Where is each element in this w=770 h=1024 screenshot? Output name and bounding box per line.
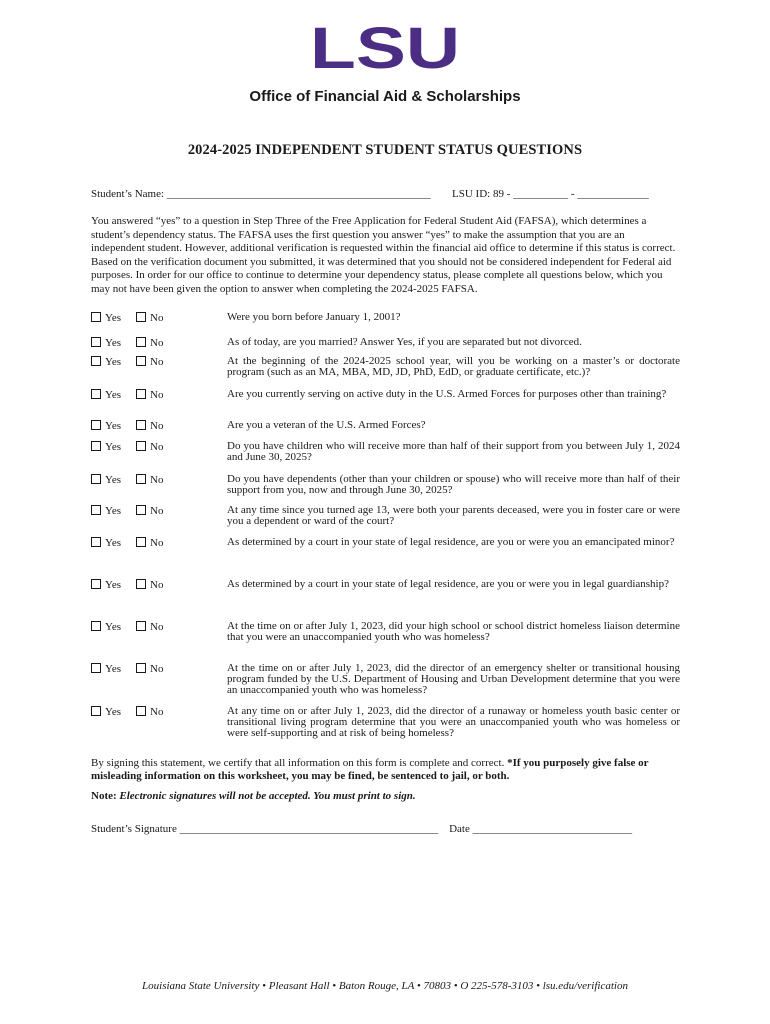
yes-option[interactable] [91,356,121,368]
no-label: No [150,621,164,633]
no-label: No [150,706,164,718]
no-option[interactable] [136,312,163,324]
yes-checkbox[interactable] [91,579,101,589]
no-option[interactable] [136,663,163,675]
yes-option[interactable] [91,663,121,675]
no-label: No [150,312,164,324]
yes-label: Yes [105,441,122,453]
yes-checkbox[interactable] [91,356,101,366]
no-label: No [150,663,164,675]
yes-label: Yes [105,337,122,349]
question-text: Do you have dependents (other than your children or spouse) who will receive more than half of their support from you, now and through June 30, 2025? [227,473,680,496]
no-checkbox[interactable] [136,420,146,430]
yes-checkbox[interactable] [91,474,101,484]
yes-label: Yes [105,420,122,432]
question-text: Were you born before January 1, 2001? [227,311,401,323]
yes-option[interactable] [91,474,121,486]
no-label: No [150,389,164,401]
yes-label: Yes [105,663,122,675]
question-text: As determined by a court in your state of legal residence, are you or were you an emancipated minor? [227,536,675,548]
no-label: No [150,420,164,432]
no-option[interactable] [136,441,163,453]
no-label: No [150,356,164,368]
yes-checkbox[interactable] [91,706,101,716]
no-option[interactable] [136,389,163,401]
yes-option[interactable] [91,441,121,453]
certification-warning: *If you purposely give false or misleading information on this worksheet, you may be fined, be sentenced to jail, or both. [91,757,649,782]
question-text: At the time on or after July 1, 2023, did the director of an emergency shelter or transitional housing program funded by the U.S. Department of Housing and Urban Development determine that you were an unaccompanied youth who was homeless? [227,662,680,696]
no-checkbox[interactable] [136,474,146,484]
lsu-logo [308,22,462,72]
no-checkbox[interactable] [136,505,146,515]
lsu-id-field[interactable]: LSU ID: 89 - __________ - _____________ [452,188,649,200]
note-label: Note: [91,790,120,802]
yes-option[interactable] [91,505,121,517]
yes-option[interactable] [91,537,121,549]
no-label: No [150,441,164,453]
certification-statement [91,757,681,782]
yes-option[interactable] [91,389,121,401]
no-checkbox[interactable] [136,441,146,451]
yes-checkbox[interactable] [91,663,101,673]
no-label: No [150,337,164,349]
yes-checkbox[interactable] [91,505,101,515]
no-option[interactable] [136,537,163,549]
yes-label: Yes [105,621,122,633]
question-text: At the beginning of the 2024-2025 school year, will you be working on a master’s or doctorate program (such as an MA, MBA, MD, JD, PhD, EdD, or graduate certificate, etc.)? [227,355,680,378]
yes-checkbox[interactable] [91,537,101,547]
lsu-logo-text: LSU [310,22,460,72]
question-text: Are you currently serving on active duty in the U.S. Armed Forces for purposes other than training? [227,388,667,400]
no-label: No [150,537,164,549]
yes-option[interactable] [91,337,121,349]
student-name-field[interactable]: Student’s Name: ________________________________________________ [91,188,431,200]
certification-text: By signing this statement, we certify that all information on this form is complete and correct. [91,757,508,769]
yes-label: Yes [105,356,122,368]
no-option[interactable] [136,621,163,633]
yes-option[interactable] [91,706,121,718]
no-option[interactable] [136,706,163,718]
question-text: At any time since you turned age 13, were both your parents deceased, were you in foster care or were you a dependent or ward of the court? [227,504,680,527]
no-option[interactable] [136,505,163,517]
yes-option[interactable] [91,579,121,591]
yes-label: Yes [105,579,122,591]
signature-field[interactable]: Student’s Signature _______________________________________________ [91,823,439,835]
question-text: Do you have children who will receive more than half of their support from you between July 1, 2024 and June 30, 2025? [227,440,680,463]
no-checkbox[interactable] [136,537,146,547]
yes-option[interactable] [91,312,121,324]
no-option[interactable] [136,356,163,368]
no-checkbox[interactable] [136,579,146,589]
no-checkbox[interactable] [136,356,146,366]
yes-checkbox[interactable] [91,312,101,322]
yes-label: Yes [105,474,122,486]
no-label: No [150,579,164,591]
yes-checkbox[interactable] [91,337,101,347]
question-text: As of today, are you married? Answer Yes, if you are separated but not divorced. [227,336,582,348]
no-label: No [150,474,164,486]
yes-option[interactable] [91,621,121,633]
no-checkbox[interactable] [136,621,146,631]
yes-label: Yes [105,389,122,401]
intro-paragraph: You answered “yes” to a question in Step Three of the Free Application for Federal Student Aid (FAFSA), which determines a student’s dependency status. The FAFSA uses the first question you answer “yes” to make the assumption that you are an independent student. However, additional verification is requested within the financial aid office to determine if this status is correct. Based on the verification document you submitted, it was determined that you should not be considered independent for Federal aid purposes. In order for our office to continue to determine your dependency status, please complete all questions below, which you may not have been given the option to answer when completing the 2024-2025 FAFSA. [91,215,676,295]
signature-line[interactable] [91,823,632,835]
yes-label: Yes [105,706,122,718]
yes-label: Yes [105,505,122,517]
yes-checkbox[interactable] [91,621,101,631]
no-checkbox[interactable] [136,663,146,673]
no-option[interactable] [136,579,163,591]
date-field[interactable]: Date _____________________________ [449,823,633,835]
office-title: Office of Financial Aid & Scholarships [249,88,521,105]
no-label: No [150,505,164,517]
no-checkbox[interactable] [136,337,146,347]
page-title: 2024-2025 INDEPENDENT STUDENT STATUS QUESTIONS [187,142,583,158]
question-text: As determined by a court in your state of legal residence, are you or were you in legal guardianship? [227,578,669,590]
no-option[interactable] [136,474,163,486]
note-text: Electronic signatures will not be accepted. You must print to sign. [119,790,416,802]
yes-label: Yes [105,312,122,324]
yes-checkbox[interactable] [91,441,101,451]
note [91,790,416,802]
question-text: Are you a veteran of the U.S. Armed Forces? [227,419,426,431]
no-checkbox[interactable] [136,389,146,399]
yes-checkbox[interactable] [91,389,101,399]
no-option[interactable] [136,420,163,432]
footer: Louisiana State University • Pleasant Hall • Baton Rouge, LA • 70803 • O 225-578-3103 • lsu.edu/verification [142,980,628,992]
no-checkbox[interactable] [136,312,146,322]
no-checkbox[interactable] [136,706,146,716]
yes-option[interactable] [91,420,121,432]
yes-label: Yes [105,537,122,549]
no-option[interactable] [136,337,163,349]
question-text: At any time on or after July 1, 2023, did the director of a runaway or homeless youth basic center or transitional living program determine that you were an unaccompanied youth who was homeless or were self-supporting and at risk of being homeless? [227,705,680,739]
question-text: At the time on or after July 1, 2023, did your high school or school district homeless liaison determine that you were an unaccompanied youth who was homeless? [227,620,680,643]
yes-checkbox[interactable] [91,420,101,430]
